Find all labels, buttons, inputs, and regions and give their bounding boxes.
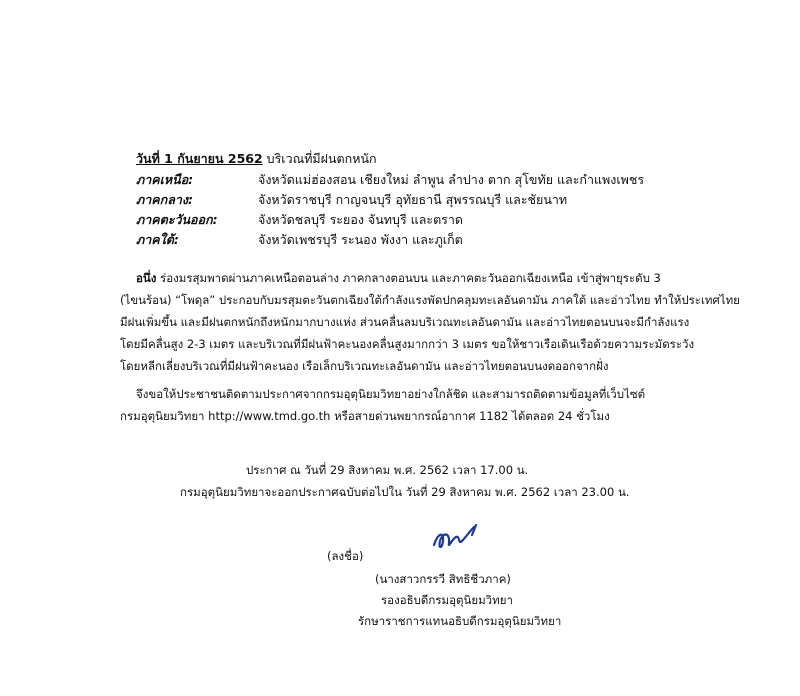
advice-paragraph [120, 383, 720, 427]
region-text-east: จังหวัดชลบุรี ระยอง จันทบุรี และตราด [258, 212, 464, 227]
notice-line1: ร่องมรสุมพาดผ่านภาคเหนือตอนล่าง ภาคกลางตอนบน และภาคตะวันออกเฉียงเหนือ เข้าสู่พายุระดับ 3 [156, 271, 661, 285]
region-label-central: ภาคกลาง: [136, 192, 193, 207]
heading-suffix: บริเวณที่มีฝนตกหนัก [262, 151, 377, 166]
notice-line3: มีฝนเพิ่มขึ้น และมีฝนตกหนักถึงหนักมากบางแห่ง ส่วนคลื่นลมบริเวณทะเลอันดามัน และอ่าวไทยตอนบนจะมีกำลังแรง [120, 315, 690, 329]
signatory-name: (นางสาวกรรวี สิทธิชีวภาค) [375, 572, 511, 586]
signatory-title: รองอธิบดีกรมอุตุนิยมวิทยา [381, 593, 513, 607]
region-label-north: ภาคเหนือ: [136, 172, 194, 187]
region-label-east: ภาคตะวันออก: [136, 212, 218, 227]
handwritten-signature [430, 519, 490, 555]
notice-line5: โดยหลีกเลี่ยงบริเวณที่มีฝนฟ้าคะนอง เรือเล็กบริเวณทะเลอันดามัน และอ่าวไทยตอนบนงดออกจากฝั่ง [120, 359, 609, 373]
notice-line2: (ไขนร้อน) “โพดุล” ประกอบกับมรสุมตะวันตกเฉียงใต้กำลังแรงพัดปกคลุมทะเลอันดามัน ภาคใต้ และอ่าวไทย ทำให้ประเทศไทย [120, 293, 740, 307]
announce-date-line: ประกาศ ณ วันที่ 29 สิงหาคม พ.ศ. 2562 เวลา 17.00 น. [246, 463, 529, 477]
advice-line1: จึงขอให้ประชาชนติดตามประกาศจากกรมอุตุนิยมวิทยาอย่างใกล้ชิด และสามารถติดตามข้อมูลที่เว็บไซต์ [136, 387, 646, 401]
heading-line [136, 150, 377, 168]
region-text-south: จังหวัดเพชรบุรี ระนอง พังงา และภูเก็ต [258, 232, 463, 247]
next-announce-line: กรมอุตุนิยมวิทยาจะออกประกาศฉบับต่อไปใน วันที่ 29 สิงหาคม พ.ศ. 2562 เวลา 23.00 น. [180, 485, 630, 499]
heading-date: วันที่ 1 กันยายน 2562 [136, 151, 263, 166]
notice-paragraph [120, 267, 740, 377]
signed-label: (ลงชื่อ) [327, 549, 364, 563]
notice-line4: โดยมีคลื่นสูง 2-3 เมตร และบริเวณที่มีฝนฟ้าคะนองคลื่นสูงมากกว่า 3 เมตร ขอให้ชาวเรือเดินเรือด้วยความระมัดระวัง [120, 337, 695, 351]
notice-lead: อนึ่ง [136, 271, 157, 285]
region-text-central: จังหวัดราชบุรี กาญจนบุรี อุทัยธานี สุพรรณบุรี และชัยนาท [258, 192, 568, 207]
region-label-south: ภาคใต้: [136, 232, 179, 247]
advice-line2: กรมอุตุนิยมวิทยา http://www.tmd.go.th หรือสายด่วนพยากรณ์อากาศ 1182 ได้ตลอด 24 ชั่วโมง [120, 409, 610, 423]
region-text-north: จังหวัดแม่ฮ่องสอน เชียงใหม่ ลำพูน ลำปาง ตาก สุโขทัย และกำแพงเพชร [258, 172, 645, 187]
signatory-acting-title: รักษาราชการแทนอธิบดีกรมอุตุนิยมวิทยา [358, 614, 562, 628]
